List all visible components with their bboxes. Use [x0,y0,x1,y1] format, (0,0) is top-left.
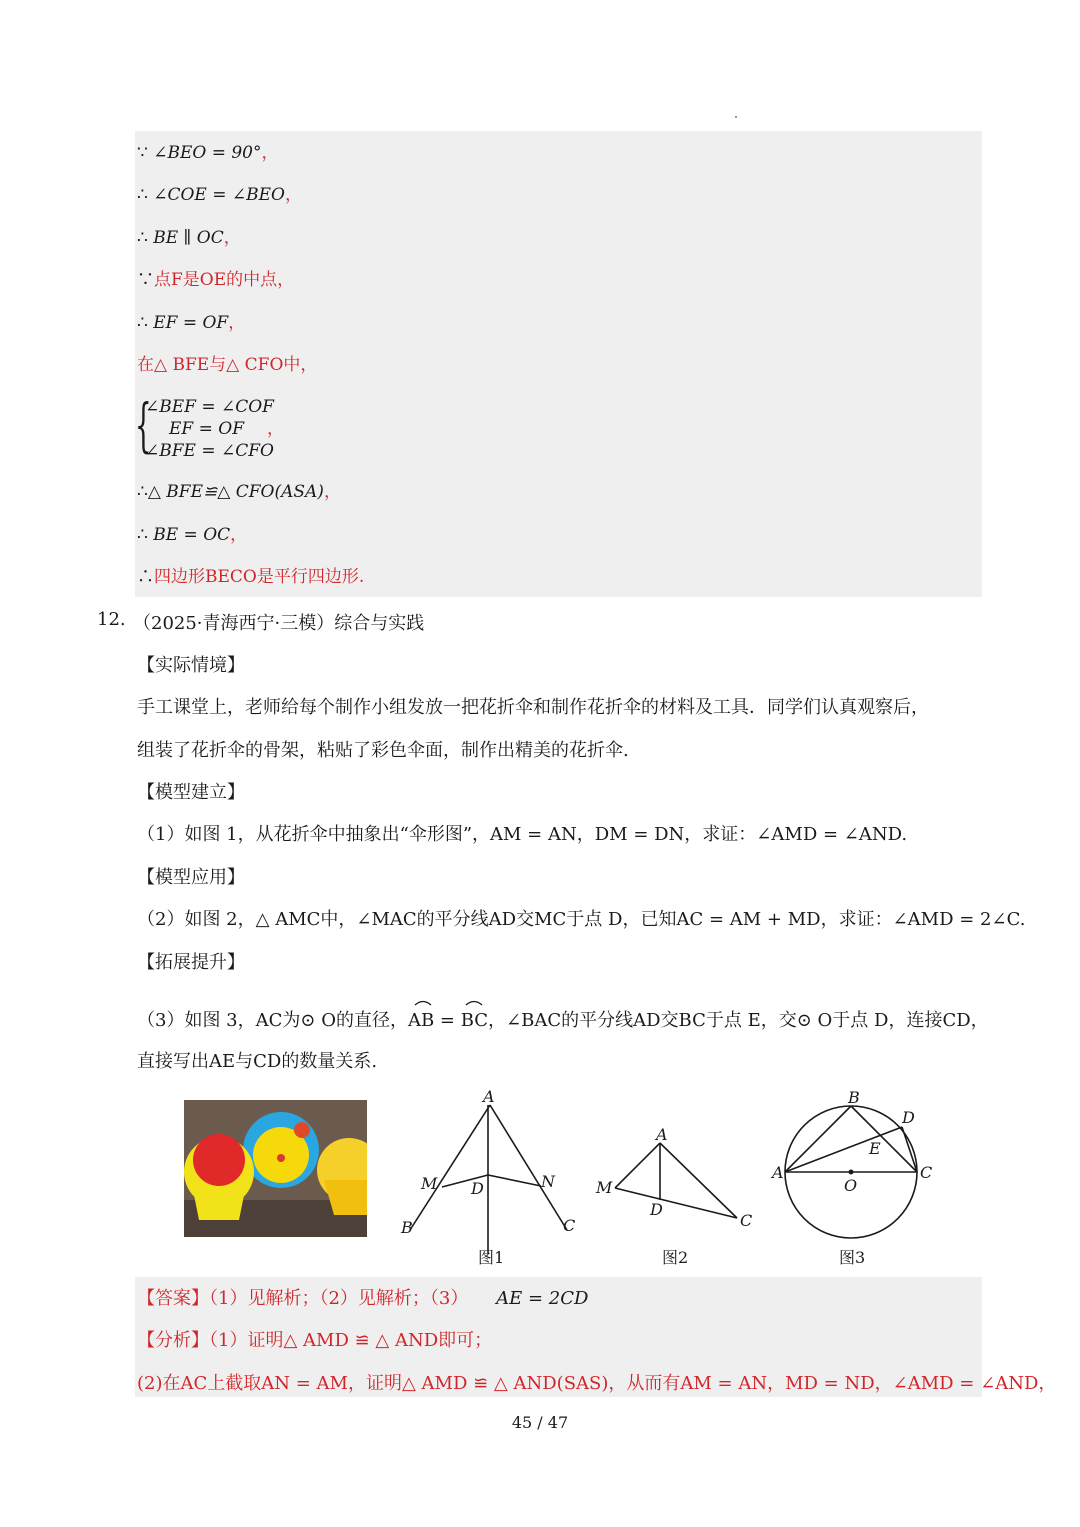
problem-number: 12. [97,609,126,630]
fig2-label-D: D [650,1200,663,1219]
fig1-label-B: B [401,1218,413,1237]
solution-line-1: ∵ ∠BEO = 90°， [137,143,279,163]
fig3-label-C: C [920,1163,933,1182]
fig3-label-A: A [772,1163,784,1182]
solution-line-8: ∴ BE = OC， [137,525,248,545]
answer-text: （1）见解析；（2）见解析；（3） [209,1288,469,1309]
page-number: 45 / 47 [511,1413,569,1432]
figure-3 [765,1085,945,1270]
fig2-label-M: M [596,1178,613,1197]
question-2: （2）如图 2，△ AMC中，∠MAC的平分线AD交MC于点 D，已知AC = AM + MD，求证：∠AMD = 2∠C. [137,909,1026,930]
heading-extension: 【拓展提升】 [137,952,245,973]
umbrella-photo [184,1100,367,1237]
system-row-2: EF = OF [169,419,244,439]
fig2-label-A: A [656,1125,668,1144]
scan-dot [735,116,737,118]
umbrella-photo-illustration [184,1100,367,1237]
analysis-label: 【分析】 [137,1330,209,1351]
solution-line-9: ∴四边形BECO是平行四边形. [137,567,365,587]
heading-model-build: 【模型建立】 [137,782,245,803]
brace-symbol: { [135,391,152,459]
fig1-label-D: D [471,1179,484,1198]
question-1: （1）如图 1，从花折伞中抽象出“伞形图”，AM = AN，DM = DN，求证：∠AMD = ∠AND. [137,824,908,845]
problem-source: （2025·青海西宁·三模）综合与实践 [133,613,425,634]
fig3-label-E: E [869,1139,881,1158]
solution-line-6: 在△ BFE与△ CFO中， [137,355,318,375]
fig3-label-B: B [848,1088,860,1107]
fig2-caption: 图2 [662,1248,689,1267]
equation-system [135,391,337,462]
solution-line-5: ∴ EF = OF， [137,313,246,333]
solution-line-4: ∵点F是OE的中点， [137,270,295,290]
fig1-label-N: N [541,1172,555,1191]
analysis-line-2: (2)在AC上截取AN = AM，证明△ AMD ≌ △ AND(SAS)，从而有AM = AN，MD = ND，∠AMD = ∠AND， [137,1373,1057,1394]
system-row-1: ∠BEF = ∠COF [145,397,274,417]
fig1-label-C: C [563,1216,576,1235]
answer-line [137,1288,588,1310]
answer-label: 【答案】 [137,1288,209,1309]
fig2-label-C: C [740,1211,753,1230]
solution-line-2: ∴ ∠COE = ∠BEO， [137,185,302,205]
heading-real-situation: 【实际情境】 [137,655,245,676]
fig1-label-M: M [421,1174,438,1193]
heading-model-apply: 【模型应用】 [137,867,245,888]
fig3-label-O: O [844,1176,858,1195]
fig3-label-D: D [902,1108,915,1127]
figure-2 [590,1120,770,1270]
system-row-3: ∠BFE = ∠CFO [145,441,274,461]
fig1-caption: 图1 [478,1248,505,1267]
analysis-line-1: 【分析】（1）证明△ AMD ≌ △ AND即可； [137,1330,493,1351]
fig1-label-A: A [483,1087,495,1106]
answer-formula: AE = 2CD [496,1288,589,1309]
question-3-line-1: （3）如图 3，AC为⊙ O的直径，AB = BC，∠BAC的平分线AD交BC于点 E，交⊙ O于点 D，连接CD， [137,1010,989,1031]
system-trail: ， [267,419,284,439]
problem-paragraph-line-2: 组装了花折伞的骨架，粘贴了彩色伞面，制作出精美的花折伞. [137,740,629,761]
figure-1 [395,1085,595,1270]
solution-line-3: ∴ BE ∥ OC， [137,228,241,248]
solution-line-7: ∴△ BFE≌△ CFO(ASA)， [137,482,341,502]
question-3-line-2: 直接写出AE与CD的数量关系. [137,1051,378,1072]
fig3-caption: 图3 [839,1248,866,1267]
arc-marks [400,995,500,1009]
problem-paragraph-line-1: 手工课堂上，老师给每个制作小组发放一把花折伞和制作花折伞的材料及工具．同学们认真观察后， [137,697,929,718]
